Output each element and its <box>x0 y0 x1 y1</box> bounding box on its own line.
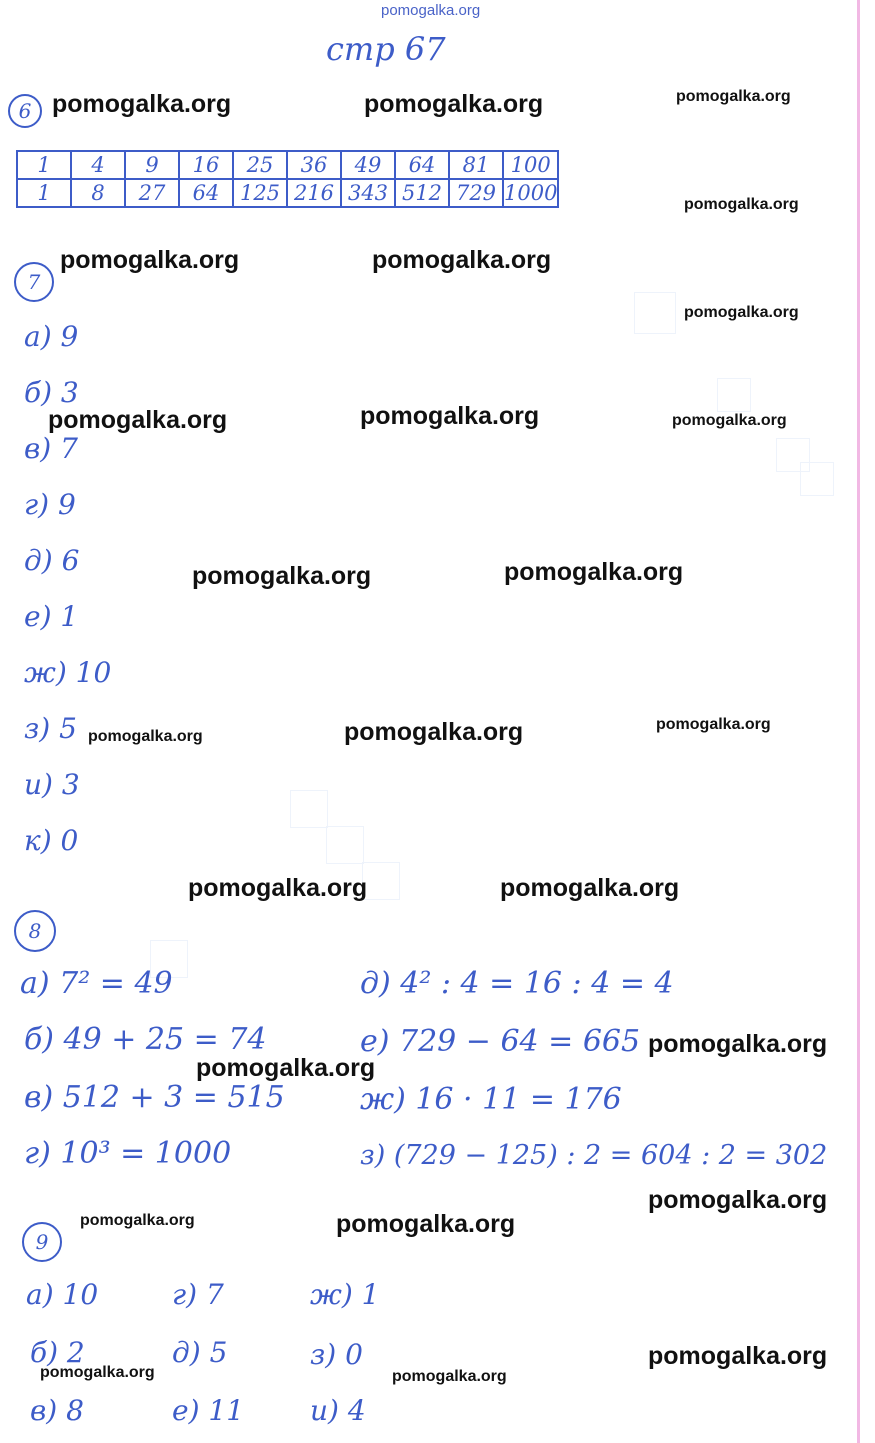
table-cell: 27 <box>125 179 179 207</box>
watermark-text: pomogalka.org <box>80 1212 195 1229</box>
answer-item: а) 9 <box>24 320 79 353</box>
watermark-text: pomogalka.org <box>88 728 203 745</box>
table-cell: 64 <box>179 179 233 207</box>
answer-item: з) 0 <box>310 1338 363 1371</box>
answer-item: е) 1 <box>24 600 79 633</box>
equation: е) 729 − 64 = 665 <box>360 1024 641 1059</box>
equation: ж) 16 · 11 = 176 <box>360 1082 622 1117</box>
answer-item: а) 10 <box>26 1278 99 1311</box>
table-cell: 9 <box>125 151 179 179</box>
watermark-text: pomogalka.org <box>52 90 232 118</box>
task-8-number: 8 <box>14 910 56 952</box>
table-row <box>17 151 558 179</box>
table-cell: 4 <box>71 151 125 179</box>
answer-item: в) 7 <box>24 432 78 465</box>
answer-item: г) 9 <box>24 488 76 521</box>
background-grid-square <box>717 378 751 412</box>
watermark-text: pomogalka.org <box>648 1342 828 1370</box>
table-cell: 100 <box>503 151 558 179</box>
equation: а) 7² = 49 <box>20 966 173 1001</box>
answer-item: к) 0 <box>24 824 79 857</box>
squares-cubes-table <box>16 150 559 208</box>
table-cell: 36 <box>287 151 341 179</box>
watermark-text: pomogalka.org <box>344 718 524 746</box>
watermark-text: pomogalka.org <box>192 562 372 590</box>
table-cell: 216 <box>287 179 341 207</box>
answer-item: б) 2 <box>30 1336 85 1369</box>
task-7-number: 7 <box>14 262 54 302</box>
table-cell: 8 <box>71 179 125 207</box>
watermark-text: pomogalka.org <box>504 558 684 586</box>
watermark-text: pomogalka.org <box>648 1030 828 1058</box>
table-cell: 1000 <box>504 181 558 205</box>
table-cell: 49 <box>341 151 395 179</box>
answer-item: ж) 1 <box>310 1278 380 1311</box>
equation: з) (729 − 125) : 2 = 604 : 2 = 302 <box>360 1140 828 1171</box>
page-margin-line <box>857 0 860 1443</box>
table-cell: 64 <box>395 151 449 179</box>
answer-item: и) 3 <box>24 768 80 801</box>
background-grid-square <box>290 790 328 828</box>
background-grid-square <box>326 826 364 864</box>
watermark-text: pomogalka.org <box>360 402 540 430</box>
answer-item: д) 5 <box>172 1336 228 1369</box>
task-6-number: 6 <box>8 94 42 128</box>
answer-item: ж) 10 <box>24 656 112 689</box>
equation: б) 49 + 25 = 74 <box>24 1022 267 1057</box>
watermark-text: pomogalka.org <box>676 88 791 105</box>
watermark-text: pomogalka.org <box>336 1210 516 1238</box>
answer-item: д) 6 <box>24 544 80 577</box>
watermark-text: pomogalka.org <box>684 304 799 321</box>
watermark-text: pomogalka.org <box>60 246 240 274</box>
watermark-text: pomogalka.org <box>188 874 368 902</box>
watermark-text: pomogalka.org <box>648 1186 828 1214</box>
answer-item: и) 4 <box>310 1394 366 1427</box>
table-cell: 729 <box>449 179 503 207</box>
watermark-text: pomogalka.org <box>40 1364 155 1381</box>
background-grid-square <box>800 462 834 496</box>
watermark-text: pomogalka.org <box>48 406 228 434</box>
watermark-text: pomogalka.org <box>372 246 552 274</box>
background-grid-square <box>362 862 400 900</box>
answer-item: б) 3 <box>24 376 79 409</box>
answer-item: в) 8 <box>30 1394 84 1427</box>
table-cell: 16 <box>179 151 233 179</box>
watermark-text: pomogalka.org <box>196 1054 376 1082</box>
table-cell: 125 <box>233 179 287 207</box>
equation: в) 512 + 3 = 515 <box>24 1080 285 1115</box>
table-cell: 343 <box>341 179 395 207</box>
equation: г) 10³ = 1000 <box>24 1136 232 1171</box>
page-label: стр 67 <box>326 30 446 68</box>
watermark-text: pomogalka.org <box>364 90 544 118</box>
watermark-text: pomogalka.org <box>656 716 771 733</box>
table-row <box>17 179 558 207</box>
answer-item: з) 5 <box>24 712 77 745</box>
background-grid-square <box>634 292 676 334</box>
table-cell: 1 <box>17 151 71 179</box>
answer-item: г) 7 <box>172 1278 224 1311</box>
table-cell: 25 <box>233 151 287 179</box>
table-cell: 81 <box>449 151 503 179</box>
watermark-text: pomogalka.org <box>392 1368 507 1385</box>
task-9-number: 9 <box>22 1222 62 1262</box>
table-cell: 512 <box>395 179 449 207</box>
answer-item: е) 11 <box>172 1394 245 1427</box>
equation: д) 4² : 4 = 16 : 4 = 4 <box>360 966 674 1001</box>
watermark-text: pomogalka.org <box>500 874 680 902</box>
watermark-text: pomogalka.org <box>684 196 799 213</box>
table-cell: 1 <box>17 179 71 207</box>
site-header[interactable]: pomogalka.org <box>381 2 481 19</box>
watermark-text: pomogalka.org <box>672 412 787 429</box>
